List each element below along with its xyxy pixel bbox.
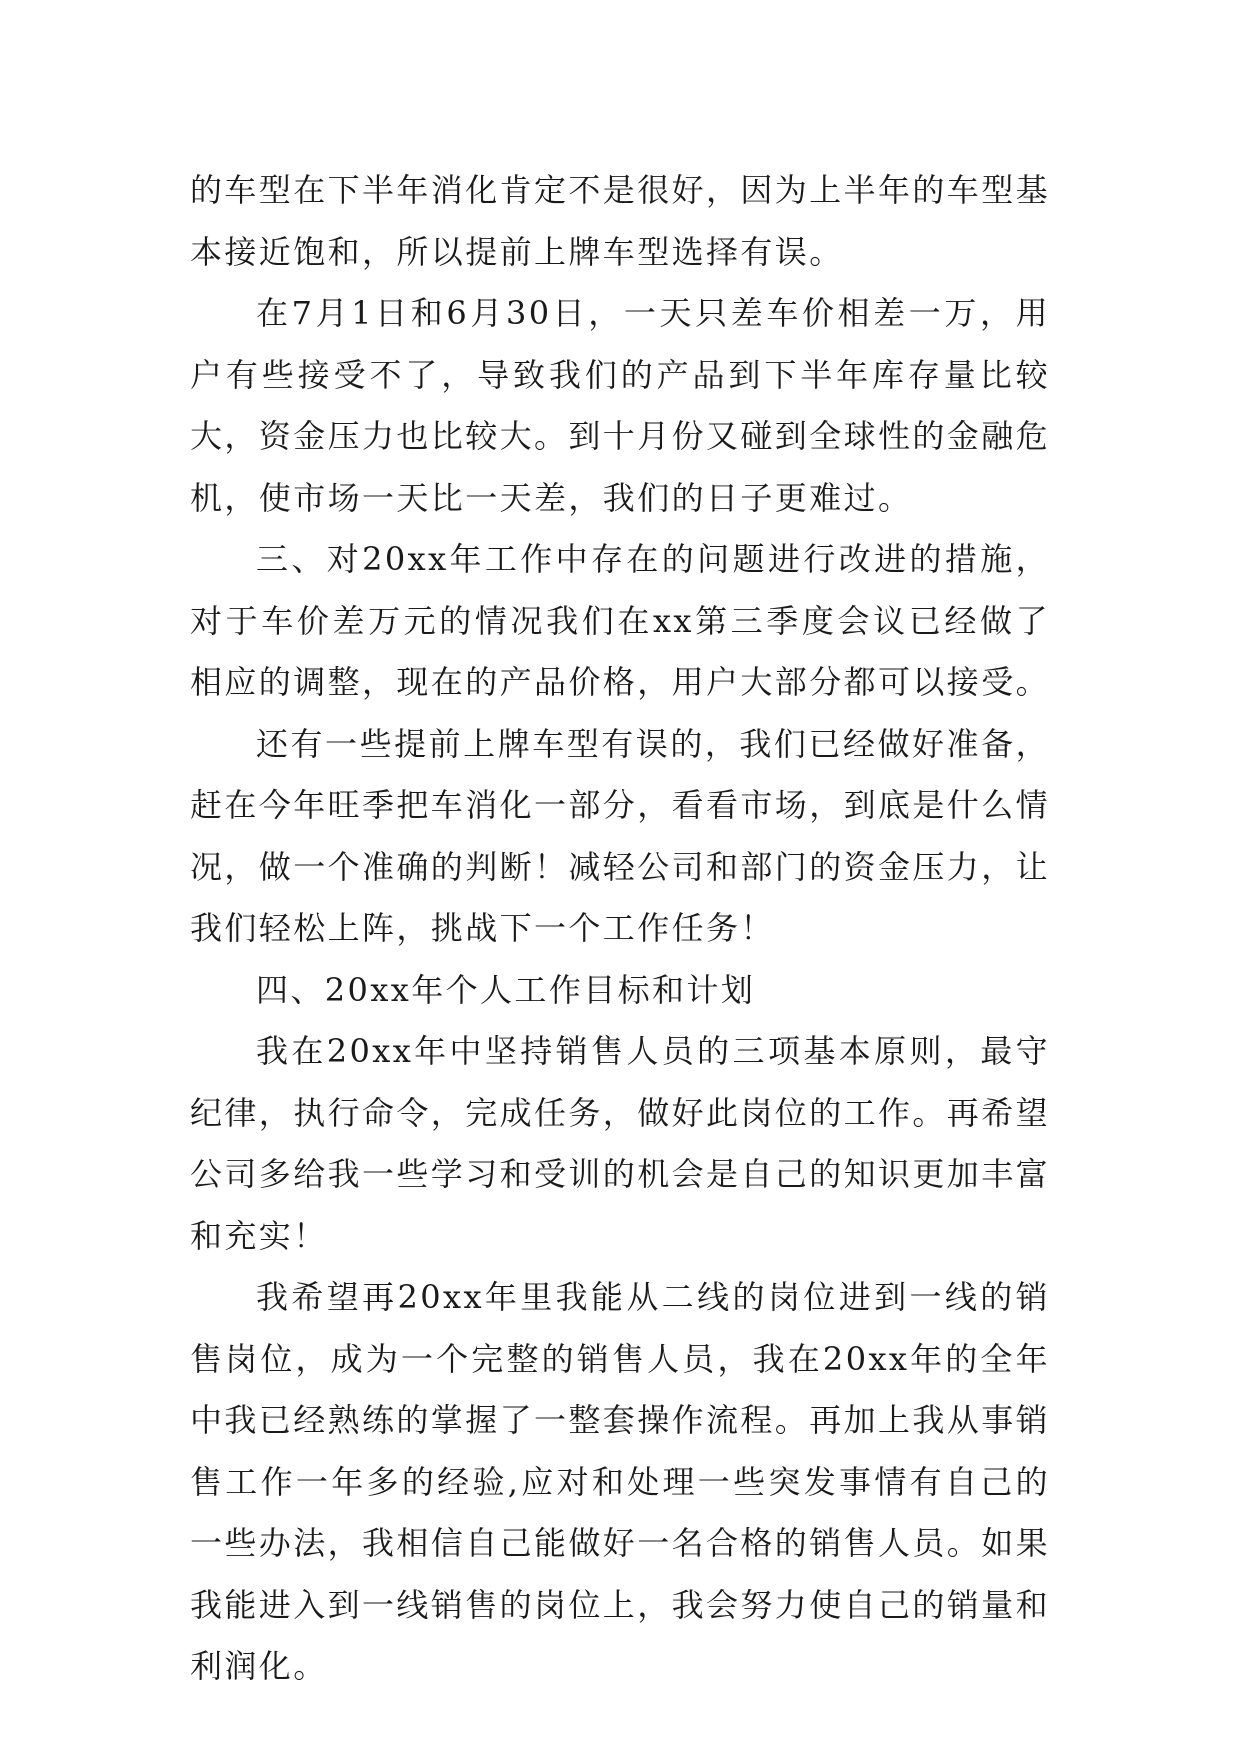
section-heading-4: 四、20xx年个人工作目标和计划 <box>256 970 756 1009</box>
paragraph-4: 还有一些提前上牌车型有误的，我们已经做好准备，赶在今年旺季把车消化一部分，看看市场，到底是什么情况，做一个准确的判断！减轻公司和部门的资金压力，让我们轻松上阵，挑战下一个工作任务！ <box>190 724 1051 947</box>
paragraph-3: 三、对20xx年工作中存在的问题进行改进的措施，对于车价差万元的情况我们在xx第三季度会议已经做了相应的调整，现在的产品价格，用户大部分都可以接受。 <box>190 540 1051 701</box>
document-body <box>190 160 1050 1698</box>
paragraph-2: 在7月1日和6月30日，一天只差车价相差一万，用户有些接受不了，导致我们的产品到下半年库存量比较大，资金压力也比较大。到十月份又碰到全球性的金融危机，使市场一天比一天差，我们的日子更难过。 <box>190 294 1051 517</box>
paragraph-1: 的车型在下半年消化肯定不是很好，因为上半年的车型基本接近饱和，所以提前上牌车型选择有误。 <box>190 171 1051 271</box>
paragraph-6: 我希望再20xx年里我能从二线的岗位进到一线的销售岗位，成为一个完整的销售人员，我在20xx年的全年中我已经熟练的掌握了一整套操作流程。再加上我从事销售工作一年多的经验,应对和处理一些突发事情有自己的一些办法，我相信自己能做好一名合格的销售人员。如果我能进入到一线销售的岗位上，我会努力使自己的销量和利润化。 <box>190 1278 1051 1685</box>
paragraph-5: 我在20xx年中坚持销售人员的三项基本原则，最守纪律，执行命令，完成任务，做好此岗位的工作。再希望公司多给我一些学习和受训的机会是自己的知识更加丰富和充实！ <box>190 1032 1051 1255</box>
